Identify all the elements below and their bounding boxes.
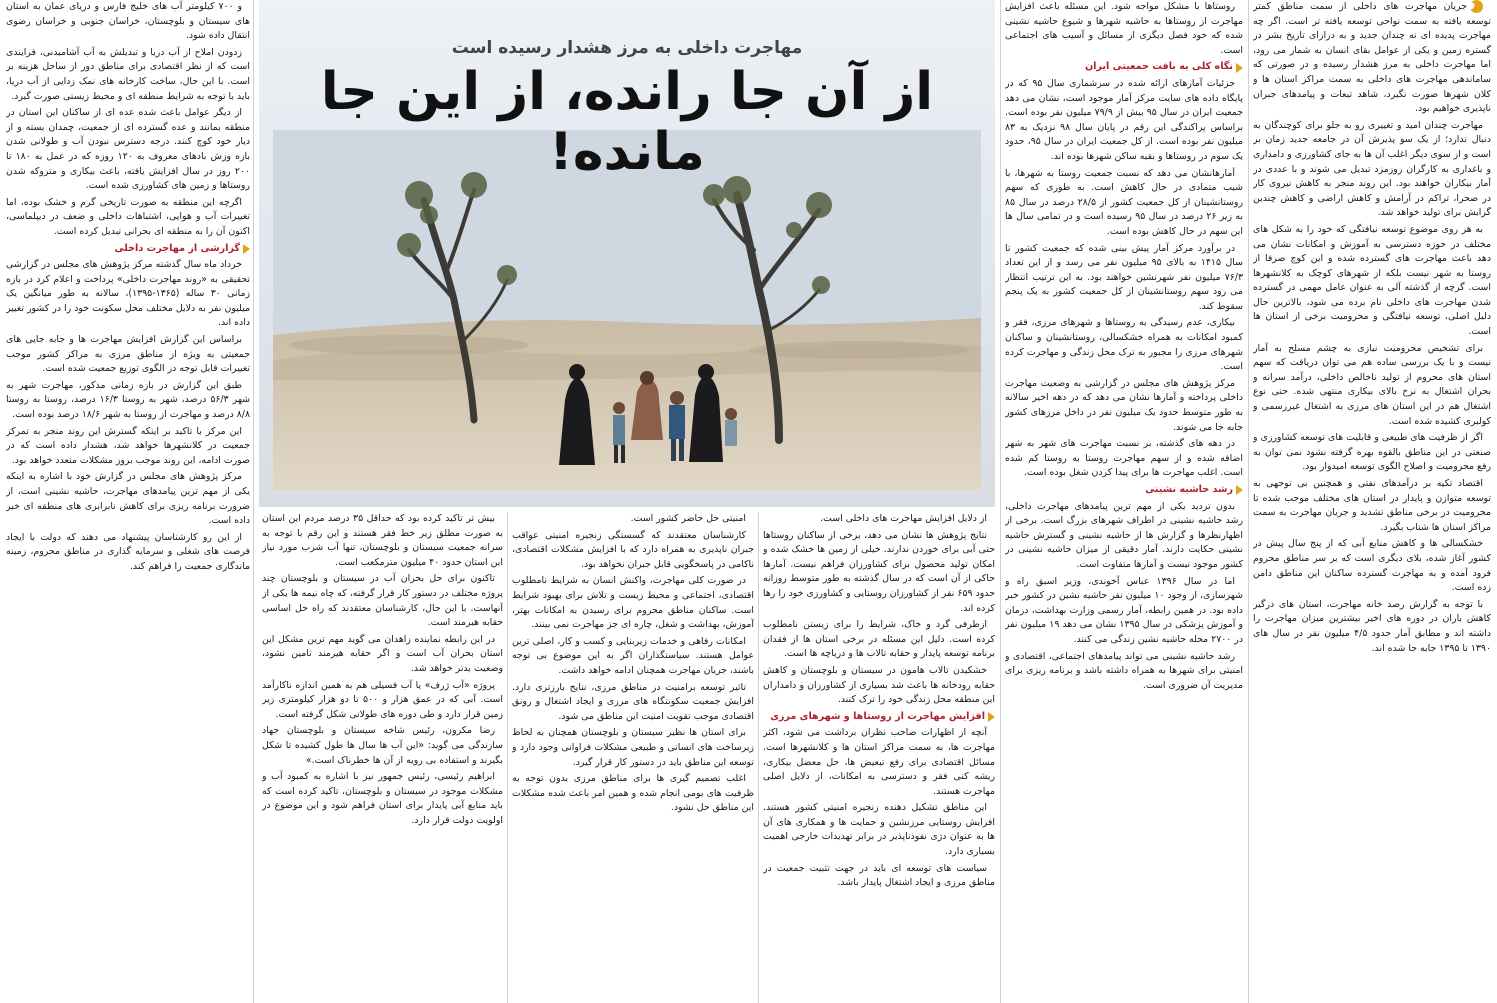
col2-paragraph: مرکز پژوهش های مجلس در گزارشی به وضعیت مهاجرت داخلی پرداخته و آمارها نشان می دهد که در دهه اخیر سالانه به طور متوسط حدود یک میلیون نفر در داخل مرزهای کشور جابه جا می شوند.: [1005, 377, 1243, 433]
col3-paragraph: نتایج پژوهش ها نشان می دهد، برخی از ساکنان روستاها حتی آبی برای خوردن ندارند. خیلی از زمین ها خشک شده و امکان تولید محصول برای کشاورزان فراهم نیست. آمارها حاکی از آن است که در سال گذشته به طور متوسط روزانه حدود ۶۵۹ نفر از کشاورزان روستایی و کشاورزی خود را رها کرده اند.: [763, 529, 995, 614]
col5-paragraph: پروژه «آب ژرف» یا آب فسیلی هم به همین اندازه ناکارآمد است. آبی که در عمق هزار و ۵۰۰ تا دو هزار کیلومتری زیر زمین قرار دارد و طی دوره های طولانی شکل گرفته است.: [262, 679, 503, 720]
col6-paragraph: از دیگر عوامل باعث شده عده ای از ساکنان این استان در منطقه بمانند و عده گسترده ای از جمعیت، چمدان بسته و از دیار خود کوچ کنند. درجه دسترس نبودن آب و طولانی شدن بازه وزش بادهای معروف به ۱۲۰ روزه که در عمل به ۱۸۰ تا ۲۰۰ روز در سال افزایش یافته، باعث بیکاری و متروکه شدن روستاها و زمین های کشاورزی شده است.: [6, 107, 250, 192]
col5-paragraph: تاکنون برای حل بحران آب در سیستان و بلوچستان چند پروژه مختلف در دستور کار قرار گرفته، که چاه نیمه ها یکی از آنهاست. با این حال، کارشناسان معتقدند که راه حل اساسی حقابه هیرمند است.: [262, 573, 503, 629]
col4-paragraph: برای استان ها نظیر سیستان و بلوچستان همچنان به لحاظ زیرساخت های انسانی و طبیعی مشکلات فراوانی وجود دارد و توسعه این مناطق باید در دستور کار قرار گیرد.: [512, 727, 754, 768]
col6-paragraph: خرداد ماه سال گذشته مرکز پژوهش های مجلس در گزارشی تحقیقی به «روند مهاجرت داخلی» پرداخت و اعلام کرد در بازه زمانی ۳۰ ساله (۱۳۶۵-۱۳۹۵)، سالانه به طور میانگین یک میلیون نفر به دلایل مختلف محل سکونت خود را در کشور تغییر داده اند.: [6, 259, 250, 329]
col2-paragraph: جزئیات آمارهای ارائه شده در سرشماری سال ۹۵ که در پایگاه داده های سایت مرکز آمار موجود است، نشان می دهد جمعیت ایران در سال ۹۵ بیش از ۷۹/۹ میلیون نفر بوده است. براساس پراکندگی این رقم در پایان سال ۹۸ نزدیک به ۸۳ میلیون نفر بوده است. از کل جمعیت ایران در سال ۹۵، حدود یک سوم در روستاها و بقیه ساکن شهرها بوده اند.: [1005, 77, 1243, 162]
column-1: [1253, 0, 1491, 1003]
col3-paragraph: خشکیدن تالاب هامون در سیستان و بلوچستان و کاهش حقابه رودخانه ها باعث شد بسیاری از کشاورزان و دامداران این منطقه محل زندگی خود را ترک کنند.: [763, 664, 995, 706]
lead-bullet-icon: ●: [1470, 0, 1483, 13]
subheading-marker-icon: [243, 244, 250, 254]
col6-paragraph: این مرکز با تاکید بر اینکه گسترش این روند منجر به تمرکز جمعیت در کلانشهرها خواهد شد، هشدار داده است که در صورت ادامه، این روند موجب بروز مشکلات متعدد خواهد بود.: [6, 425, 250, 466]
col4-paragraph: امنیتی حل حاضر کشور است.: [630, 513, 746, 524]
column-divider: [507, 512, 508, 1003]
col2-paragraph: آمارهانشان می دهد که نسبت جمعیت روستا به شهرها، با شیب متمادی در حال کاهش است. به طوری که سهم روستانشینان از کل جمعیت کشور از ۲۸/۵ درصد در سال ۸۵ به زیر ۲۶ درصد در سال ۹۵ رسیده است و در تمامی سال ها این سهم در حال کاهش بوده است.: [1005, 167, 1243, 237]
col5-paragraph: ابراهیم رئیسی، رئیس جمهور نیز با اشاره به کمبود آب و مشکلات موجود در سیستان و بلوچستان، تاکید کرده است که باید منابع آبی پایدار برای استان فراهم شود و این موضوع در اولویت دولت قرار دارد.: [262, 771, 503, 826]
col4-paragraph: تاثیر توسعه برامنیت در مناطق مرزی، نتایج بارزتری دارد. افزایش جمعیت سکونتگاه های مرزی و ایجاد اشتغال و رونق اقتصادی موجب تقویت امنیت این مناطق می شود.: [512, 681, 754, 722]
col2-paragraph: رشد حاشیه نشینی می تواند پیامدهای اجتماعی، اقتصادی و امنیتی برای شهرها به همراه داشته باشد و برنامه ریزی برای مدیریت آن ضروری است.: [1005, 650, 1243, 691]
col5-paragraph: در این رابطه نماینده زاهدان می گوید مهم ترین مشکل این استان بحران آب است و اگر حقابه هیرمند تامین نشود، وضعیت بدتر خواهد شد.: [262, 633, 503, 674]
col3-paragraph: سیاست های توسعه ای باید در جهت تثبیت جمعیت در مناطق مرزی و ایجاد اشتغال پایدار باشد.: [763, 862, 995, 889]
col1-paragraph: برای تشخیص محرومیت نیازی به چشم مسلح به آمار نیست و با یک بررسی ساده هم می توان دریافت که سهم استان های محروم از تولید ناخالص داخلی، درآمد سرانه و بحران اشتغال به نرخ بالای بیکاری منتهی شده. حتی نوع اشتغال هم در این استان های مرزی به اشتغال غیررسمی و کولبری کشیده شده است.: [1253, 342, 1491, 427]
col5-paragraph: رضا مکرون، رئیس شاخه سیستان و بلوچستان جهاد سازندگی می گوید: «این آب ها سال ها طول کشیده تا شکل بگیرند و استفاده بی رویه از آن ها خطرناک است.»: [262, 725, 503, 766]
col1-paragraph: به هر روی موضوع توسعه نیافتگی که خود را به شکل های مختلف در حوزه دسترسی به آموزش و امکانات نشان می دهد باعث مهاجرت های گسترده شده و این کوچ صرفا از روستا به شهر نیست بلکه از شهرهای کوچک به کلانشهرها است. گرچه از گذشته آلی به عنوان عامل مهمی در گسترده شدن مهاجرت های داخلی نام برده می شود، بالاترین حال دلیل اصلی، توسعه نیافتگی و محرومیت برخی از استان ها است.: [1253, 223, 1491, 338]
column-4: [512, 512, 754, 1003]
hero-photo: [259, 0, 995, 507]
hero-kicker: مهاجرت داخلی به مرز هشدار رسیده است: [451, 38, 803, 58]
col6-paragraph: براساس این گزارش افزایش مهاجرت ها و جابه جایی های جمعیتی به ویژه از مناطق مرزی به مراکز کشور موجب تغییرات قابل توجه در الگوی توزیع جمعیت شده است.: [6, 334, 250, 375]
col1-paragraph: اگر از ظرفیت های طبیعی و قابلیت های توسعه کشاورزی و صنعتی در این مناطق بالقوه بهره گرفته نشود نمی توان به رفع محرومیت و اصلاح الگوی توسعه امیدوار بود.: [1253, 432, 1491, 473]
col1-paragraph: مهاجرت چندان امید و تغییری رو به جلو برای کوچندگان به دنبال ندارد؛ از یک سو پذیرش آن در جامعه جدید زمان بر است و از سوی دیگر اغلب آن ها به جای کشاورزی و دامداری و باغداری به کارگران روزمزد تبدیل می شوند و با عددی در آمار بیکاران خواهند بود. این روند منجر به کاهش نیروی کار در صحرا، تراکم در آرامش و کاهش اراضی و کاهش چندین گرایش برای تولید خواهد شد.: [1253, 119, 1491, 219]
col6-paragraph: و ۷۰۰ کیلومتر آب های خلیج فارس و دریای عمان به استان های سیستان و بلوچستان، خراسان جنوبی و خراسان رضوی انتقال داده شود.: [6, 1, 250, 42]
col3-paragraph: از دلایل افزایش مهاجرت های داخلی است.: [820, 513, 987, 524]
col3-paragraph: ازطرفی گرد و خاک، شرایط را برای زیستن نامطلوب کرده است. دلیل این مسئله در برخی استان ها از فقدان برنامه توسعه پایدار و حقابه تالاب ها و دریاچه ها است.: [763, 619, 995, 660]
col3-subheading: افزایش مهاجرت از روستاها و شهرهای مرزی: [763, 710, 995, 725]
column-divider: [758, 512, 759, 1003]
col6-paragraph: طبق این گزارش در بازه زمانی مذکور، مهاجرت شهر به شهر ۵۶/۳ درصد، شهر به روستا ۱۶/۳ درصد، روستا به روستا ۸/۸ درصد و مهاجرت از روستا به شهر ۱۸/۶ درصد بوده است.: [6, 379, 250, 421]
col2-paragraph: بدون تردید یکی از مهم ترین پیامدهای مهاجرت داخلی، رشد حاشیه نشینی در اطراف شهرهای بزرگ است. برخی از اظهارنظرها و گزارش ها از حاشیه نشینی و گسترش حاشیه نشینی حکایت دارند. آمار دقیقی از میزان حاشیه نشینی در کشور موجود نیست و آمارها متفاوت است.: [1005, 500, 1243, 570]
col6-paragraph: مرکز پژوهش های مجلس در گزارش خود با اشاره به اینکه یکی از مهم ترین پیامدهای مهاجرت، حاشیه نشینی است، از ضرورت برنامه ریزی برای کاهش نابرابری های منطقه ای خبر داده است.: [6, 471, 250, 527]
col2-subheading: رشد حاشیه نشینی: [1005, 483, 1243, 498]
col2-paragraph: اما در سال ۱۳۹۶ عباس آخوندی، وزیر اسبق راه و شهرسازی، از وجود ۱۰ میلیون نفر حاشیه نشین در کشور خبر داده بود. در همین رابطه، آمار رسمی وزارت بهداشت، درمان و آموزش پزشکی در سال ۱۳۹۵ نشان می دهد ۱۹ میلیون نفر در ۲۷۰۰ محله حاشیه نشین زندگی می کنند.: [1005, 575, 1243, 645]
col1-paragraph: اقتصاد تکیه بر درآمدهای نفتی و همچنین بی توجهی به توسعه متوازن و پایدار در استان های مختلف موجب شده تا محرومیت در برخی مناطق تشدید و جریان مهاجرت به سمت مراکز استان ها شتاب بگیرد.: [1253, 478, 1491, 533]
column-divider: [1248, 0, 1249, 1003]
subheading-marker-icon: [1236, 485, 1243, 495]
col4-paragraph: کارشناسان معتقدند که گسستگی زنجیره امنیتی عواقب جبران ناپذیری به همراه دارد که با افزایش مشکلات اقتصادی، ناکامی در پاسخگویی قابل جبران نخواهد بود.: [512, 529, 754, 570]
col2-paragraph: در برآورد مرکز آمار پیش بینی شده که جمعیت کشور تا سال ۱۴۱۵ به بالای ۹۵ میلیون نفر می رسد و از این تعداد ۷۶/۳ میلیون نفر شهرنشین خواهند بود. به این ترتیب انتظار می رود سهم روستانشینان از کل جمعیت کشور به یک پنجم سقوط کند.: [1005, 242, 1243, 312]
col3-paragraph: آنچه از اظهارات صاحب نظران برداشت می شود، اکثر مهاجرت ها، به سمت مراکز استان ها و کلانشهرها است. مسائل اقتصادی برای رفع تبعیض ها، حل معضل بیکاری، ریشه کنی فقر و دسترسی به امکانات، از دلایل اصلی مهاجرت هستند.: [763, 727, 995, 797]
col3-paragraph: این مناطق تشکیل دهنده زنجیره امنیتی کشور هستند. افزایش روستایی مرزنشین و حمایت ها و همکاری های آن ها به عنوان دژی نفوذناپذیر در برابر تهدیدات خارجی اهمیت بسیاری دارد.: [763, 802, 995, 858]
column-6: [6, 0, 250, 1003]
col2-paragraph: در دهه های گذشته، بر نسبت مهاجرت های شهر به شهر اضافه شده و از سهم مهاجرت روستا به روستا کم شده است. اغلب مهاجرت ها برای پیدا کردن شغل بوده است.: [1005, 438, 1243, 479]
col4-paragraph: امکانات رفاهی و خدمات زیربنایی و کسب و کار، اصلی ترین عوامل هستند. سیاستگذاران اگر به این موضوع بی توجه باشند، جریان مهاجرت همچنان ادامه خواهد داشت.: [512, 635, 754, 676]
column-divider: [1000, 0, 1001, 1003]
column-5: [262, 512, 503, 1003]
column-2: [1005, 0, 1243, 1003]
col6-paragraph: اگرچه این منطقه به صورت تاریخی گرم و خشک بوده، اما تغییرات آب و هوایی، اشتباهات داخلی و ضعف در دیپلماسی، اکنون آن را به منطقه ای بحرانی تبدیل کرده است.: [6, 196, 250, 237]
subheading-marker-icon: [1236, 63, 1243, 73]
col4-paragraph: در صورت کلی مهاجرت، واکنش انسان به شرایط نامطلوب اقتصادی، اجتماعی و محیط زیست و تلاش برای بهبود شرایط است. ساکنان مناطق محروم برای رسیدن به امکانات بهتر، آموزش، بهداشت و شغل، چاره ای جز مهاجرت نمی بینند.: [512, 575, 754, 631]
hero-headline: از آن جا رانده، از این جا مانده!: [320, 62, 934, 182]
col5-paragraph: بیش تر تاکید کرده بود که حداقل ۳۵ درصد مردم این استان به صورت مطلق زیر خط فقر هستند و این رقم با توجه به سرانه جمعیت سیستان و بلوچستان، تنها آب شرب مورد نیاز این استان حدود ۴۰ میلیون مترمکعب است.: [262, 513, 503, 568]
col6-paragraph: از این رو کارشناسان پیشنهاد می دهند که دولت با ایجاد فرصت های شغلی و سرمایه گذاری در مناطق محروم، زمینه ماندگاری جمعیت را فراهم کند.: [6, 531, 250, 572]
col1-paragraph: خشکسالی ها و کاهش منابع آبی که از پنج سال پیش در کشور آغاز شده، بلای دیگری است که بر سر مناطق محروم فرود آمده و به مهاجرت گسترده ساکنان این مناطق دامن زده است.: [1253, 538, 1491, 594]
col2-subheading: نگاه کلی به بافت جمعیتی ایران: [1005, 60, 1243, 75]
col1-paragraph: با توجه به گزارش رصد خانه مهاجرت، استان های درگیر کاهش باران در دوره های اخیر بیشترین میزان مهاجرت را داشته اند و مطابق آمار حدود ۴/۵ میلیون نفر در سال های ۱۳۹۰ تا ۱۳۹۵ جابه جا شده اند.: [1253, 598, 1491, 654]
col6-paragraph: زدودن املاح از آب دریا و تبدیلش به آب آشامیدنی، فرایندی است که از نظر اقتصادی برای مناطق دور از ساحل هزینه بر است. با این حال، ساخت کارخانه های نمک زدایی از آب دریا، باید با توجه به شرایط منطقه ای و محیط زیستی صورت گیرد.: [6, 46, 250, 102]
column-divider: [253, 0, 254, 1003]
col4-paragraph: اغلب تصمیم گیری ها برای مناطق مرزی بدون توجه به ظرفیت های بومی انجام شده و همین امر باعث شده مشکلات این مناطق حل نشود.: [512, 773, 754, 814]
column-3: [763, 512, 995, 1003]
col2-paragraph: روستاها با مشکل مواجه شود. این مسئله باعث افزایش مهاجرت از روستاها به حاشیه شهرها و شیوع حاشیه نشینی شده که خود فصل دیگری از مسائل و آسیب های اجتماعی است.: [1005, 1, 1243, 56]
col1-lead-paragraph: ●جریان مهاجرت های داخلی از سمت مناطق کمتر توسعه یافته به سمت نواحی توسعه یافته تر است. اگر چه مهاجرت پدیده ای نه چندان جدید و به درازای تاریخ بشر در گستره زمین و یکی از عوامل بقای انسان به شمار می رود، اما مهاجرت داخلی به مرز هشدار رسیده و در صورتی که ساماندهی مهاجرت های داخلی به سمت مراکز استان ها و کلان شهرها صورت نگیرد، شاهد تبعات و پیامدهای جبران ناپذیری خواهیم بود.: [1253, 1, 1491, 115]
subheading-marker-icon: [988, 712, 995, 722]
col2-paragraph: بیکاری، عدم رسیدگی به روستاها و شهرهای مرزی، فقر و کمبود امکانات به همراه خشکسالی، روستانشینان و ساکنان شهرهای مرزی را مجبور به ترک محل زندگی و مهاجرت کرده است.: [1005, 317, 1243, 373]
col6-subheading: گزارشی از مهاجرت داخلی: [6, 242, 250, 257]
